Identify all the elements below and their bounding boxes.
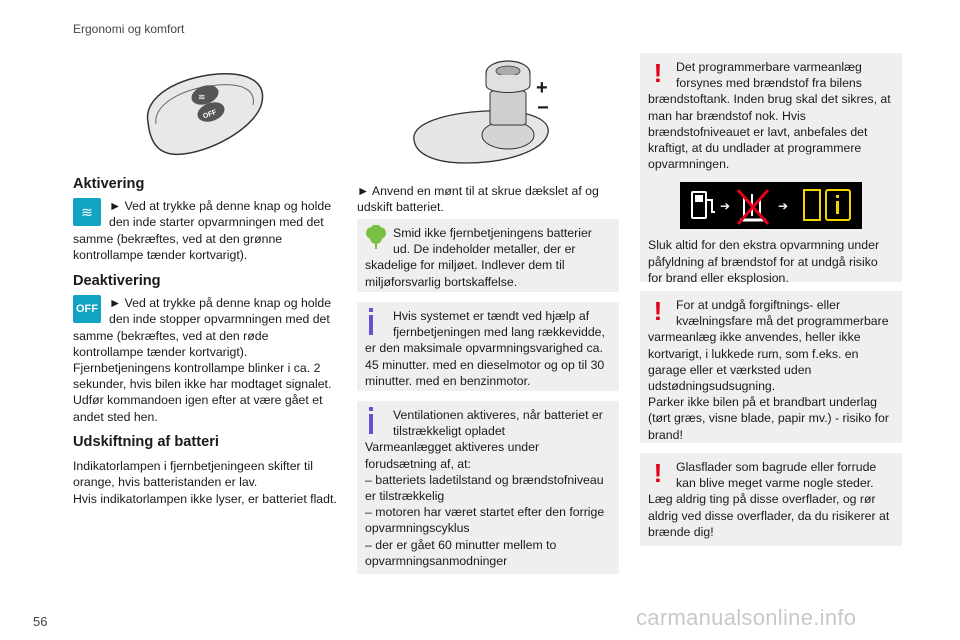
fuel-warning-text: Det programmerbare varmeanlæg forsynes med brændstof fra bilens brændstoftank. Inden brug skal det sikres, at man har brændstof nok. Hvis brændstofniveauet er lavt, anbefales det kraftigt, at du undlader at programmere opvarmningen. [648, 60, 891, 172]
info-icon [365, 308, 385, 338]
ventilation-line-1: Ventilationen aktiveres, når batteriet er tilstrækkeligt opladet [393, 408, 603, 439]
refuel-warning-text: Sluk altid for den ekstra opvarmning under påfyldning af brændstof for at undgå risiko for brand eller eksplosion. [648, 238, 880, 285]
battery-text-2: Hvis indikatorlampen ikke lyser, er batteriet fladt. [73, 491, 337, 506]
ventilation-line-2: Varmeanlægget aktiveres under forudsætning af, at: [365, 440, 540, 471]
svg-text:➔: ➔ [778, 199, 789, 214]
activation-title: Aktivering [73, 176, 145, 192]
info-icon [365, 407, 385, 437]
deactivation-text-2: Fjernbetjeningens kontrollampe blinker i ca. 2 sekunder, hvis bilen ikke har modtaget signalet. Udfør kommandoen igen efter at være gået et andet sted hen. [73, 361, 332, 424]
fire-risk-text: Parker ikke bilen på et brandbart underlag (tørt græs, visne blade, papir mv.) - risiko for brand! [648, 395, 889, 442]
poisoning-warning-text: For at undgå forgiftnings- eller kvælningsfare må det programmerbare varmeanlæg ikke anvendes, heller ikke kortvarigt, i lukkede rum, som f.eks. en garage eller et værksted uden udstødningsudsugning. [648, 298, 889, 394]
ventilation-line-4: – motoren har været startet efter den forrige opvarmningscyklus [365, 505, 605, 536]
warning-poisoning [640, 291, 902, 443]
polarity-minus: − [537, 97, 549, 119]
info-notice-ventilation [357, 401, 619, 574]
warning-icon: ! [653, 458, 663, 488]
refuel-pictogram [680, 182, 862, 229]
warning-hot-glass [640, 453, 902, 546]
ventilation-line-5: – der er gået 60 minutter mellem to opvarmningsanmodninger [365, 537, 557, 568]
deactivation-section [73, 273, 337, 425]
warning-icon: ! [653, 296, 663, 326]
remote-off-label: OFF [202, 109, 218, 121]
heat-button-icon: ≋ [73, 198, 101, 226]
info-range-text: Hvis systemet er tændt ved hjælp af fjernbetjeningen med lang rækkevidde, er den maksimale opvarmningsvarighed ca. 45 minutter. med en dieselmotor og op til 30 minutter. med en benzinmotor. [365, 309, 605, 388]
warning-fuel [640, 53, 902, 285]
battery-text: Indikatorlampen i fjernbetjeningeen skifter til orange, hvis batteristanden er lav. [73, 459, 313, 490]
off-button-icon: OFF [73, 295, 101, 323]
battery-section [73, 434, 343, 507]
environment-notice [357, 219, 619, 292]
deactivation-title: Deaktivering [73, 273, 161, 289]
environment-text: Smid ikke fjernbetjeningens batterier ud. De indeholder metaller, der er skadelige for miljøet. Indlever dem til miljøforsvarlig bortskaffelse. [365, 226, 592, 289]
warning-icon: ! [653, 58, 663, 88]
remote-illustration [138, 62, 268, 162]
battery-title: Udskiftning af batteri [73, 434, 219, 450]
info-notice-range [357, 302, 619, 391]
activation-section [73, 176, 337, 263]
ventilation-line-3: – batteriets ladetilstand og brændstofniveau er tilstrækkelig [365, 472, 604, 504]
hot-glass-text: Glasflader som bagrude eller forrude kan blive meget varme nogle steder. [676, 460, 877, 491]
activation-text: ► Ved at trykke på denne knap og holde den inde starter opvarmningen med det samme (bekræftes, ved at den grønne kontrollampe tænder kortvarigt). [73, 199, 332, 262]
coin-instruction: ► Anvend en mønt til at skrue dækslet af og udskift batteriet. [357, 184, 599, 215]
deactivation-text: ► Ved at trykke på denne knap og holde den inde stopper opvarmningen med det samme (bekræftes, ved at den røde kontrollampe tænder kortvarigt). [73, 296, 332, 359]
battery-cover-illustration [406, 55, 556, 170]
page-number: 56 [33, 614, 48, 629]
leaf-icon [365, 225, 385, 255]
svg-text:≋: ≋ [198, 93, 206, 103]
svg-text:➔: ➔ [720, 199, 731, 214]
section-header: Ergonomi og komfort [73, 22, 185, 36]
polarity-plus: + [536, 77, 548, 99]
watermark: carmanualsonline.info [636, 605, 857, 630]
hot-glass-text-2: Læg aldrig ting på disse overflader, og rør aldrig ved disse overflader, da du risikerer at brænde dig! [648, 492, 890, 539]
